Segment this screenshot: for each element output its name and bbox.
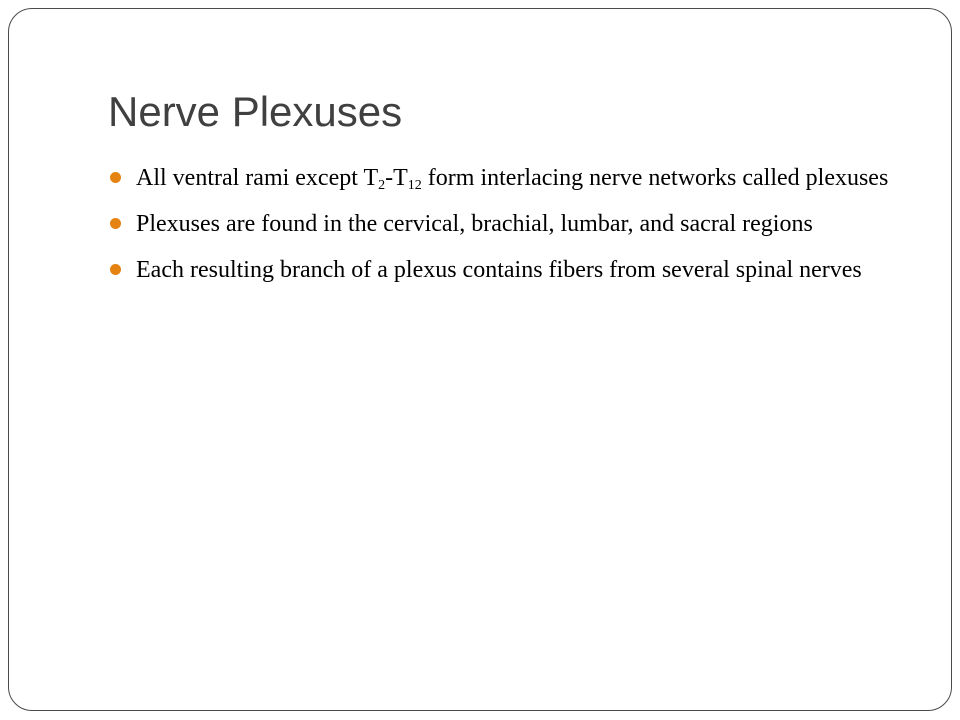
- subscript: 2: [378, 178, 386, 193]
- bullet-item: [108, 208, 898, 240]
- bullet-text: Each resulting branch of a plexus contains fibers from several spinal nerves: [136, 257, 862, 283]
- bullet-item: [108, 162, 898, 194]
- bullet-dot-icon: [110, 264, 121, 275]
- bullet-dot-icon: [110, 172, 121, 183]
- bullet-text: Plexuses are found in the cervical, brachial, lumbar, and sacral regions: [136, 211, 813, 237]
- subscript: 12: [407, 178, 422, 193]
- bullet-text-part: All ventral rami except T: [136, 165, 379, 191]
- bullet-text-part: form interlacing nerve networks called plexuses: [421, 165, 889, 191]
- bullet-item: [108, 254, 898, 286]
- bullet-dot-icon: [110, 218, 121, 229]
- slide-title: Nerve Plexuses: [108, 88, 403, 135]
- bullet-text-part: -T: [385, 165, 408, 191]
- bullet-list: [108, 162, 898, 300]
